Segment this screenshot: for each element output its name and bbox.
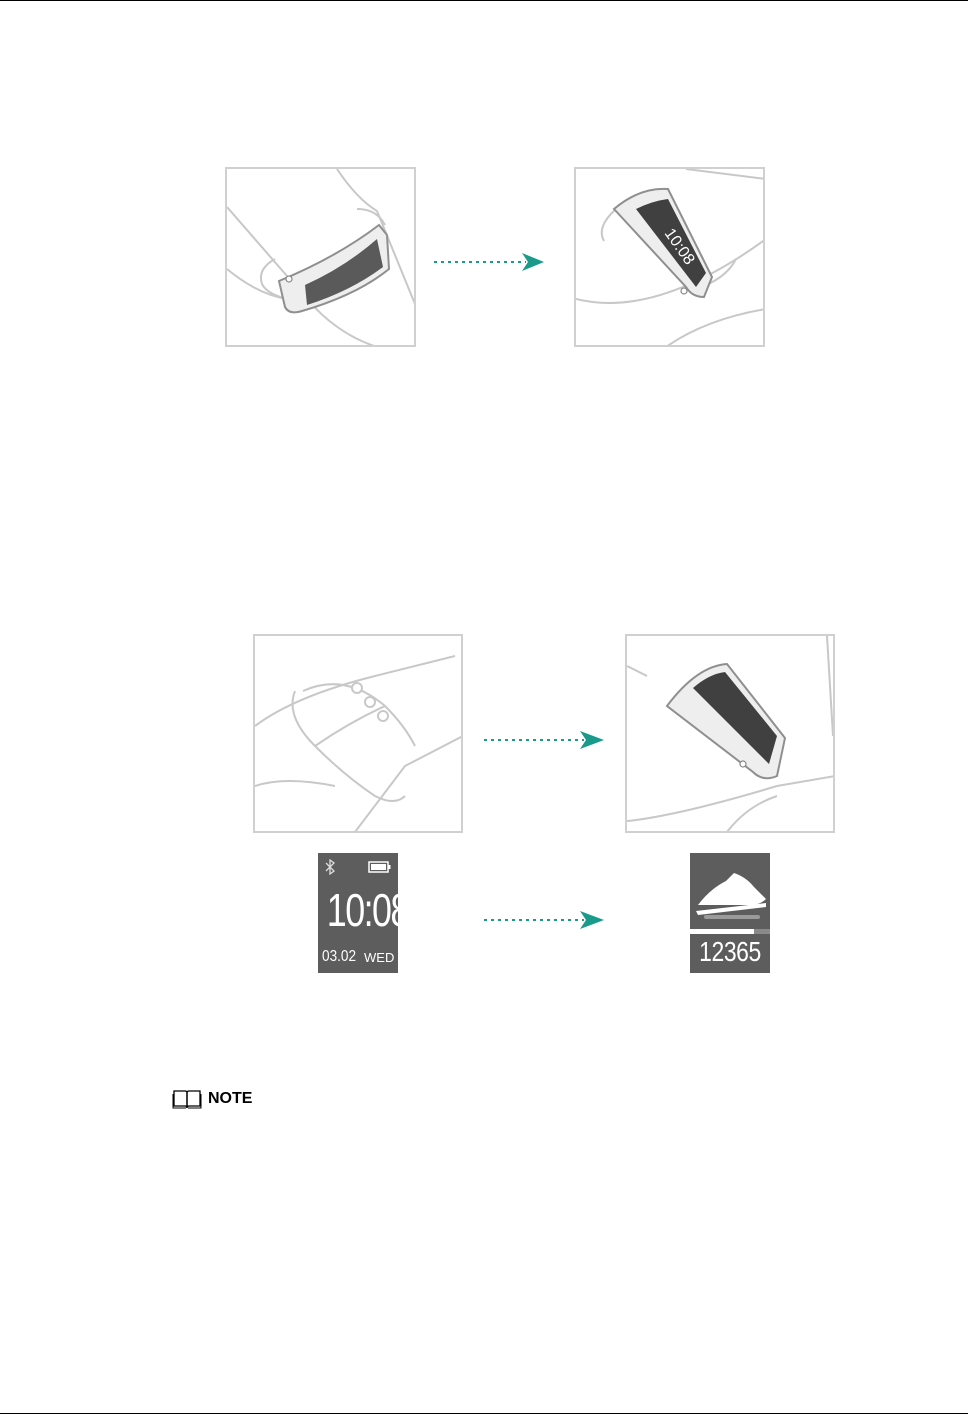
steps-progress-fill — [690, 929, 754, 934]
clock-date: 03.02 — [322, 948, 357, 965]
figure1-panel-before — [225, 167, 416, 347]
svg-text:10:08: 10:08 — [660, 225, 698, 269]
battery-icon — [368, 861, 392, 873]
note-label: NOTE — [208, 1090, 253, 1107]
book-icon — [172, 1088, 202, 1110]
header-rule — [0, 0, 968, 1]
wrist-band-illustration — [627, 636, 835, 833]
wrist-band-illustration — [576, 169, 765, 347]
wrist-band-illustration — [227, 169, 416, 347]
steps-progress-bar — [704, 915, 760, 919]
footer-rule — [0, 1413, 968, 1414]
figure2-panel-band-on-wrist — [253, 634, 463, 833]
note-heading — [172, 1088, 252, 1110]
figure1-panel-after — [574, 167, 765, 347]
shoe-icon — [690, 859, 770, 919]
figure2-panel-device-worn — [625, 634, 835, 833]
clock-screen — [318, 853, 409, 973]
clock-time: 10:08 — [326, 884, 409, 936]
steps-screen — [690, 853, 770, 973]
clock-day: WED — [364, 950, 395, 965]
steps-count: 12365 — [699, 936, 761, 967]
arrow-3 — [484, 909, 606, 931]
arrow-1 — [434, 251, 546, 273]
arrow-2 — [484, 729, 606, 751]
bluetooth-icon — [324, 859, 336, 875]
steps-progress-track — [690, 929, 770, 934]
wrist-band-illustration — [255, 636, 463, 833]
